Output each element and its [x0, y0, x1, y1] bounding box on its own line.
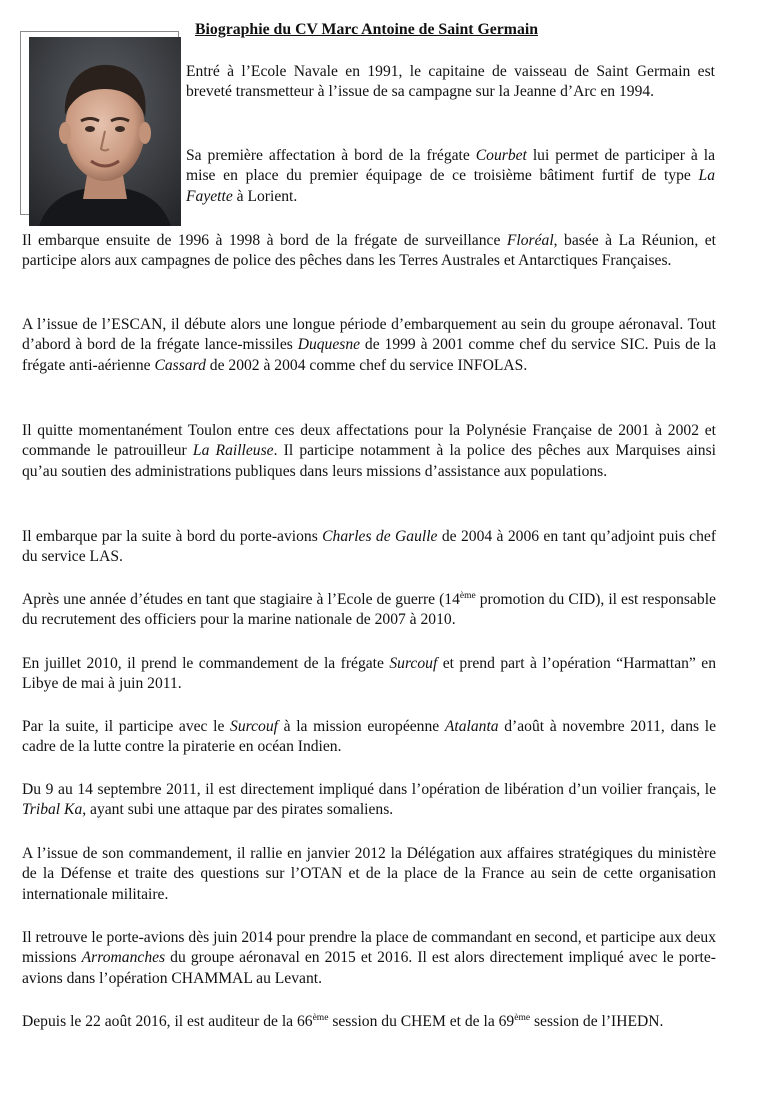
paragraph-7: Après une année d’études en tant que stagiaire à l’Ecole de guerre (14ème promotion du CID), il est responsable du recrutement des officiers pour la marine nationale de 2007 à 2010. — [22, 591, 716, 629]
document-title: Biographie du CV Marc Antoine de Saint Germain — [195, 21, 539, 38]
ordinal-suffix: ème — [514, 1013, 531, 1023]
italic-term: La Railleuse — [192, 442, 274, 460]
italic-term: Arromanches — [81, 949, 166, 967]
italic-term: La Fayette — [186, 167, 715, 205]
paragraph-8: En juillet 2010, il prend le commandement de la frégate Surcouf et prend part à l’opération “Harmattan” en Libye de mai à juin 2011. — [22, 655, 716, 693]
italic-term: Surcouf — [230, 718, 278, 735]
italic-term: Floréal — [506, 232, 554, 249]
paragraph-1: Entré à l’Ecole Navale en 1991, le capitaine de vaisseau de Saint Germain est breveté transmetteur à l’issue de sa campagne sur la Jeanne d’Arc en 1994. — [186, 63, 715, 101]
ordinal-suffix: ème — [312, 1013, 329, 1023]
italic-term: Courbet — [475, 147, 527, 164]
italic-term: Cassard — [154, 356, 206, 374]
italic-term: Tribal Ka — [22, 801, 83, 819]
paragraph-4: A l’issue de l’ESCAN, il débute alors une longue période d’embarquement au sein du groupe aéronaval. Tout d’abord à bord de la frégate lance-missiles Duquesne de 1999 à 2001 comme chef du service SIC. Puis de la frégate anti-aérienne Cassard de 2002 à 2004 comme chef du service INFOLAS. — [22, 316, 716, 374]
italic-term: Atalanta — [444, 718, 499, 735]
italic-term: Duquesne — [297, 336, 361, 354]
paragraph-5: Il quitte momentanément Toulon entre ces deux affectations pour la Polynésie Française de 2001 à 2002 et commande le patrouilleur La Railleuse. Il participe notamment à la police des pêches aux Marquises ainsi qu’au soutien des administrations publiques dans leurs missions d’assistance aux populations. — [22, 422, 716, 480]
italic-term: Surcouf — [389, 655, 438, 672]
paragraph-9: Par la suite, il participe avec le Surcouf à la mission européenne Atalanta d’août à novembre 2011, dans le cadre de la lutte contre la piraterie en océan Indien. — [22, 718, 716, 756]
paragraph-12: Il retrouve le porte-avions dès juin 2014 pour prendre la place de commandant en second, et participe aux deux missions Arromanches du groupe aéronaval en 2015 et 2016. Il est alors directement impliqué avec le porte-avions dans l’opération CHAMMAL au Levant. — [22, 929, 716, 987]
paragraph-2: Sa première affectation à bord de la frégate Courbet lui permet de participer à la mise en place du premier équipage de ce troisième bâtiment furtif de type La Fayette à Lorient. — [186, 147, 715, 205]
paragraph-10: Du 9 au 14 septembre 2011, il est directement impliqué dans l’opération de libération d’un voilier français, le Tribal Ka, ayant subi une attaque par des pirates somaliens. — [22, 781, 716, 819]
portrait-photo — [29, 37, 181, 226]
paragraph-3: Il embarque ensuite de 1996 à 1998 à bord de la frégate de surveillance Floréal, basée à La Réunion, et participe alors aux campagnes de police des pêches dans les Terres Australes et Antarctiques Françaises. — [22, 232, 716, 270]
ordinal-suffix: ème — [459, 591, 476, 601]
paragraph-13: Depuis le 22 août 2016, il est auditeur de la 66ème session du CHEM et de la 69ème session de l’IHEDN. — [22, 1013, 664, 1030]
italic-term: Charles de Gaulle — [322, 528, 438, 545]
paragraph-11: A l’issue de son commandement, il rallie en janvier 2012 la Délégation aux affaires stratégiques du ministère de la Défense et traite des questions sur l’OTAN et de la place de la France au sein de cette organisation internationale militaire. — [22, 845, 716, 903]
portrait-illustration — [29, 37, 181, 226]
paragraph-6: Il embarque par la suite à bord du porte-avions Charles de Gaulle de 2004 à 2006 en tant qu’adjoint puis chef du service LAS. — [22, 528, 717, 566]
